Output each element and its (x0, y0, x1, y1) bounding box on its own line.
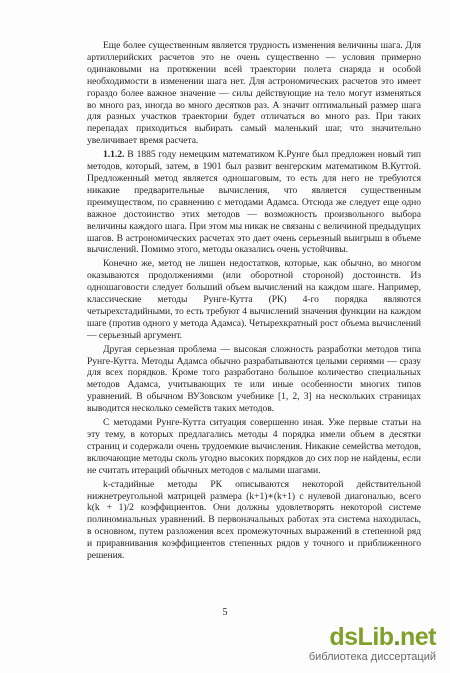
watermark-subtitle: библиотека диссертаций (308, 651, 436, 663)
body-text (87, 40, 421, 562)
paragraph-situation: С методами Рунге-Кутта ситуация совершенно иная. Уже первые статьи на эту тему, в которых предлагались методы 4 порядка имели объем в десятки страниц и содержали очень трудоемкие вычисления. Никакие семейства методов, включающие методы сколь угодно высоких порядков до сих пор не найдены, если не считать итераций обычных методов с малыми шагами. (87, 417, 421, 476)
paragraph-runge-kutta-intro (87, 149, 421, 256)
paragraph-drawbacks: Конечно же, метод не лишен недостатков, которые, как обычно, во многом оказываются продолжениями (или оборотной стороной) достоинств. Из одношаговости следует больший объем вычислений на каждом шаге. Например, классические методы Рунге-Кутта (РК) 4-го порядка являются четырехстадийными, то есть требуют 4 вычислений значения функции на каждом шаге (против одного у метода Адамса). Четырехкратный рост объема вычислений — серьезный аргумент. (87, 258, 421, 341)
paragraph-runge-kutta-intro-text: В 1885 году немецким математиком К.Рунге был предложен новый тип методов, который, затем, в 1901 был развит венгерским математиком В.Куттой. Предложенный метод является одношаговым, то есть для него не требуются никакие предварительные вычисления, что является существенным преимуществом, по сравнению с методами Адамса. Отсюда же следует еще одно важное достоинство этих методов — возможность произвольного выбора величины каждого шага. При этом мы никак не связаны с величиной предыдущих шагов. В астрономических расчетах это дает очень серьезный выигрыш в объеме вычислений. Помимо этого, методы оказались очень устойчивы. (87, 149, 421, 256)
watermark-logo-main: dsLib (329, 623, 394, 651)
paragraph-step-size: Еще более существенным является трудность изменения величины шага. Для артиллерийских расчетов это не очень существенно — условия примерно одинаковыми на протяжении всей траектории полета снаряда и особой необходимости в изменении шага нет. Для астрономических расчетов это имеет гораздо более важное значение — силы действующие на тело могут изменяться во много раз, иногда во много десятков раз. А значит оптимальный размер шага для разных участков траектории будет отличаться во много раз. При таких перепадах приходиться выбирать самый маленький шаг, что значительно увеличивает время расчета. (87, 40, 421, 147)
watermark-logo-dot: . (393, 623, 400, 651)
page-number: 5 (222, 607, 228, 618)
section-number: 1.1.2. (103, 149, 125, 161)
watermark-logo-tld: net (400, 623, 436, 651)
watermark[interactable] (309, 624, 436, 663)
paragraph-k-stage: k-стадийные методы РК описываются некоторой действительной нижнетреугольной матрицей размера (k+1)∗(k+1) с нулевой диагональю, всего k(k + 1)/2 коэффициентов. Они должны удовлетворять некоторой системе полиномиальных уравнений. В первоначальных работах эта система находилась, в основном, путем разложения всех промежуточных выражений в степенной ряд и приравнивания коэффициентов степенных рядов у точного и приближенного решения. (87, 478, 421, 562)
watermark-logo[interactable] (309, 624, 436, 650)
paragraph-complexity: Другая серьезная проблема — высокая сложность разработки методов типа Рунге-Кутта. Методы Адамса обычно разрабатываются целыми сериями — сразу для всех порядков. Кроме того разработано большое количество специальных методов Адамса, учитывающих те или иные особенности многих типов уравнений. В обычном ВУЗовском учебнике [1, 2, 3] на нескольких страницах выводится несколько семейств таких методов. (87, 343, 421, 415)
